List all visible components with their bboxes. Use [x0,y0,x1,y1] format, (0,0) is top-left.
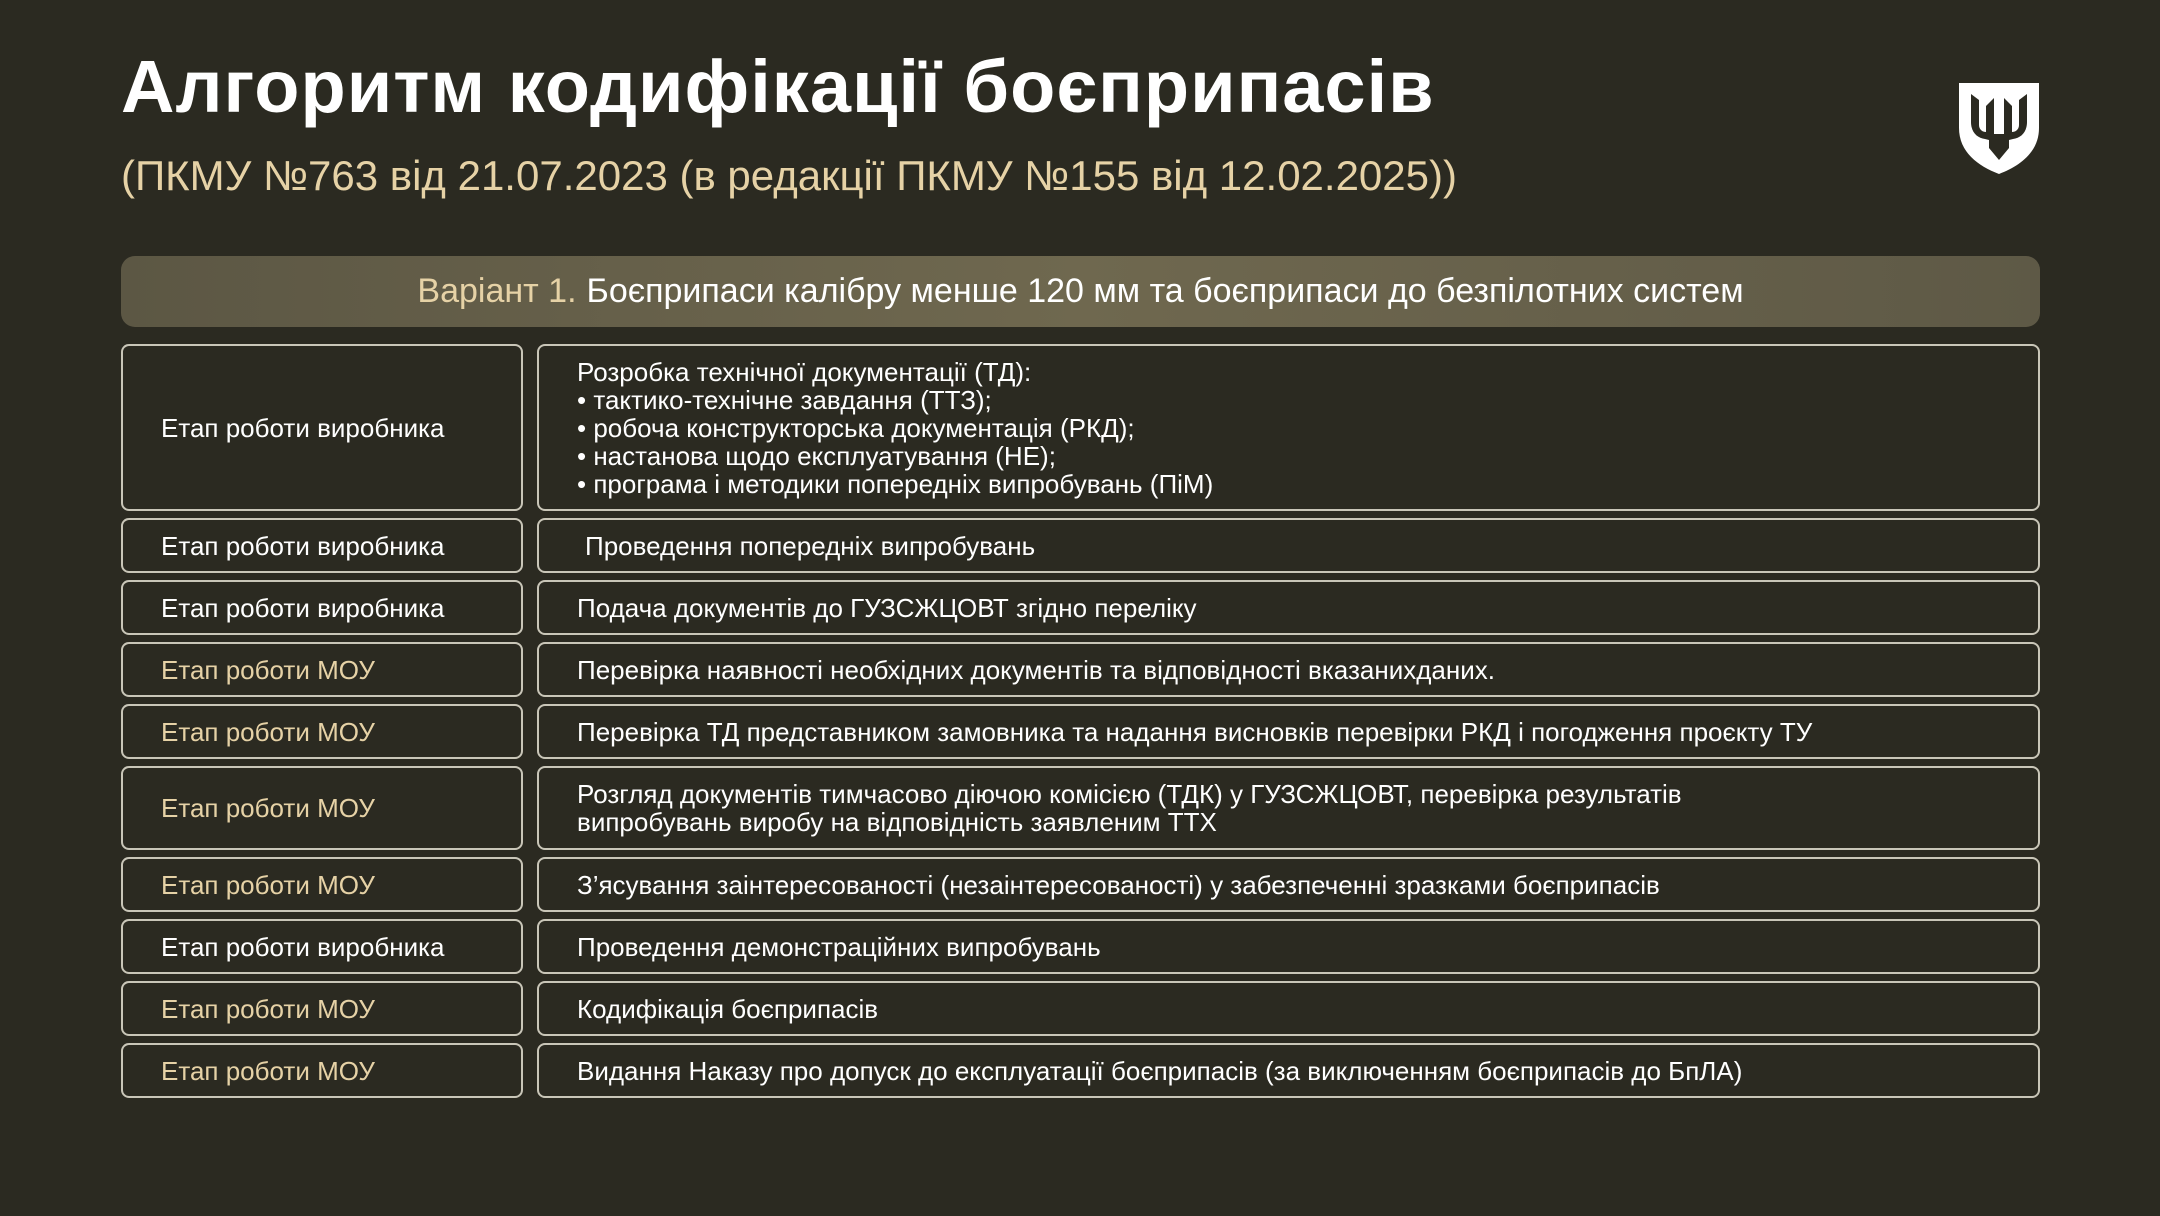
variant-banner [121,256,2040,327]
stage-cell: Етап роботи МОУ [121,704,523,759]
page-subtitle: (ПКМУ №763 від 21.07.2023 (в редакції ПКМУ №155 від 12.02.2025)) [121,152,1457,199]
step-bullet: • тактико-технічне завдання (ТТЗ); [577,386,1213,414]
step-cell: Подача документів до ГУЗСЖЦОВТ згідно переліку [537,580,2040,635]
table-row [121,766,2040,850]
step-cell: Кодифікація боєприпасів [537,981,2040,1036]
step-cell [537,766,2040,850]
table-row [121,919,2040,974]
step-cell: Перевірка ТД представником замовника та надання висновків перевірки РКД і погодження проєкту ТУ [537,704,2040,759]
stage-cell: Етап роботи МОУ [121,1043,523,1098]
step-bullet: • програма і методики попередніх випробувань (ПіМ) [577,470,1213,498]
table-row [121,344,2040,511]
stage-cell: Етап роботи МОУ [121,642,523,697]
step-cell: Проведення попередніх випробувань [537,518,2040,573]
stage-cell: Етап роботи виробника [121,919,523,974]
step-heading: Розробка технічної документації (ТД): [577,356,1032,387]
variant-label: Варіант 1. [417,272,577,310]
table-row [121,1043,2040,1098]
step-line: випробувань виробу на відповідність заявленим ТТХ [577,807,1217,837]
stage-cell: Етап роботи МОУ [121,981,523,1036]
step-bullet: • настанова щодо експлуатування (НЕ); [577,442,1213,470]
table-row [121,518,2040,573]
step-cell [537,344,2040,511]
step-cell: Видання Наказу про допуск до експлуатації боєприпасів (за виключенням боєприпасів до БпЛА) [537,1043,2040,1098]
stage-cell: Етап роботи виробника [121,518,523,573]
trident-shield-icon [1956,80,2042,176]
step-cell: З’ясування заінтересованості (незаінтересованості) у забезпеченні зразками боєприпасів [537,857,2040,912]
table-row [121,580,2040,635]
step-line: Розгляд документів тимчасово діючою комісією (ТДК) у ГУЗСЖЦОВТ, перевірка результатів [577,779,1682,809]
table-row [121,642,2040,697]
algorithm-table [121,344,2040,1105]
table-row [121,981,2040,1036]
stage-cell: Етап роботи виробника [121,344,523,511]
step-cell: Перевірка наявності необхідних документів та відповідності вказанихданих. [537,642,2040,697]
page-title: Алгоритм кодифікації боєприпасів [121,45,1435,128]
step-bullet: • робоча конструкторська документація (РКД); [577,414,1213,442]
stage-cell: Етап роботи МОУ [121,766,523,850]
step-cell: Проведення демонстраційних випробувань [537,919,2040,974]
stage-cell: Етап роботи виробника [121,580,523,635]
table-row [121,857,2040,912]
variant-text: Боєприпаси калібру менше 120 мм та боєприпаси до безпілотних систем [586,272,1744,310]
table-row [121,704,2040,759]
stage-cell: Етап роботи МОУ [121,857,523,912]
